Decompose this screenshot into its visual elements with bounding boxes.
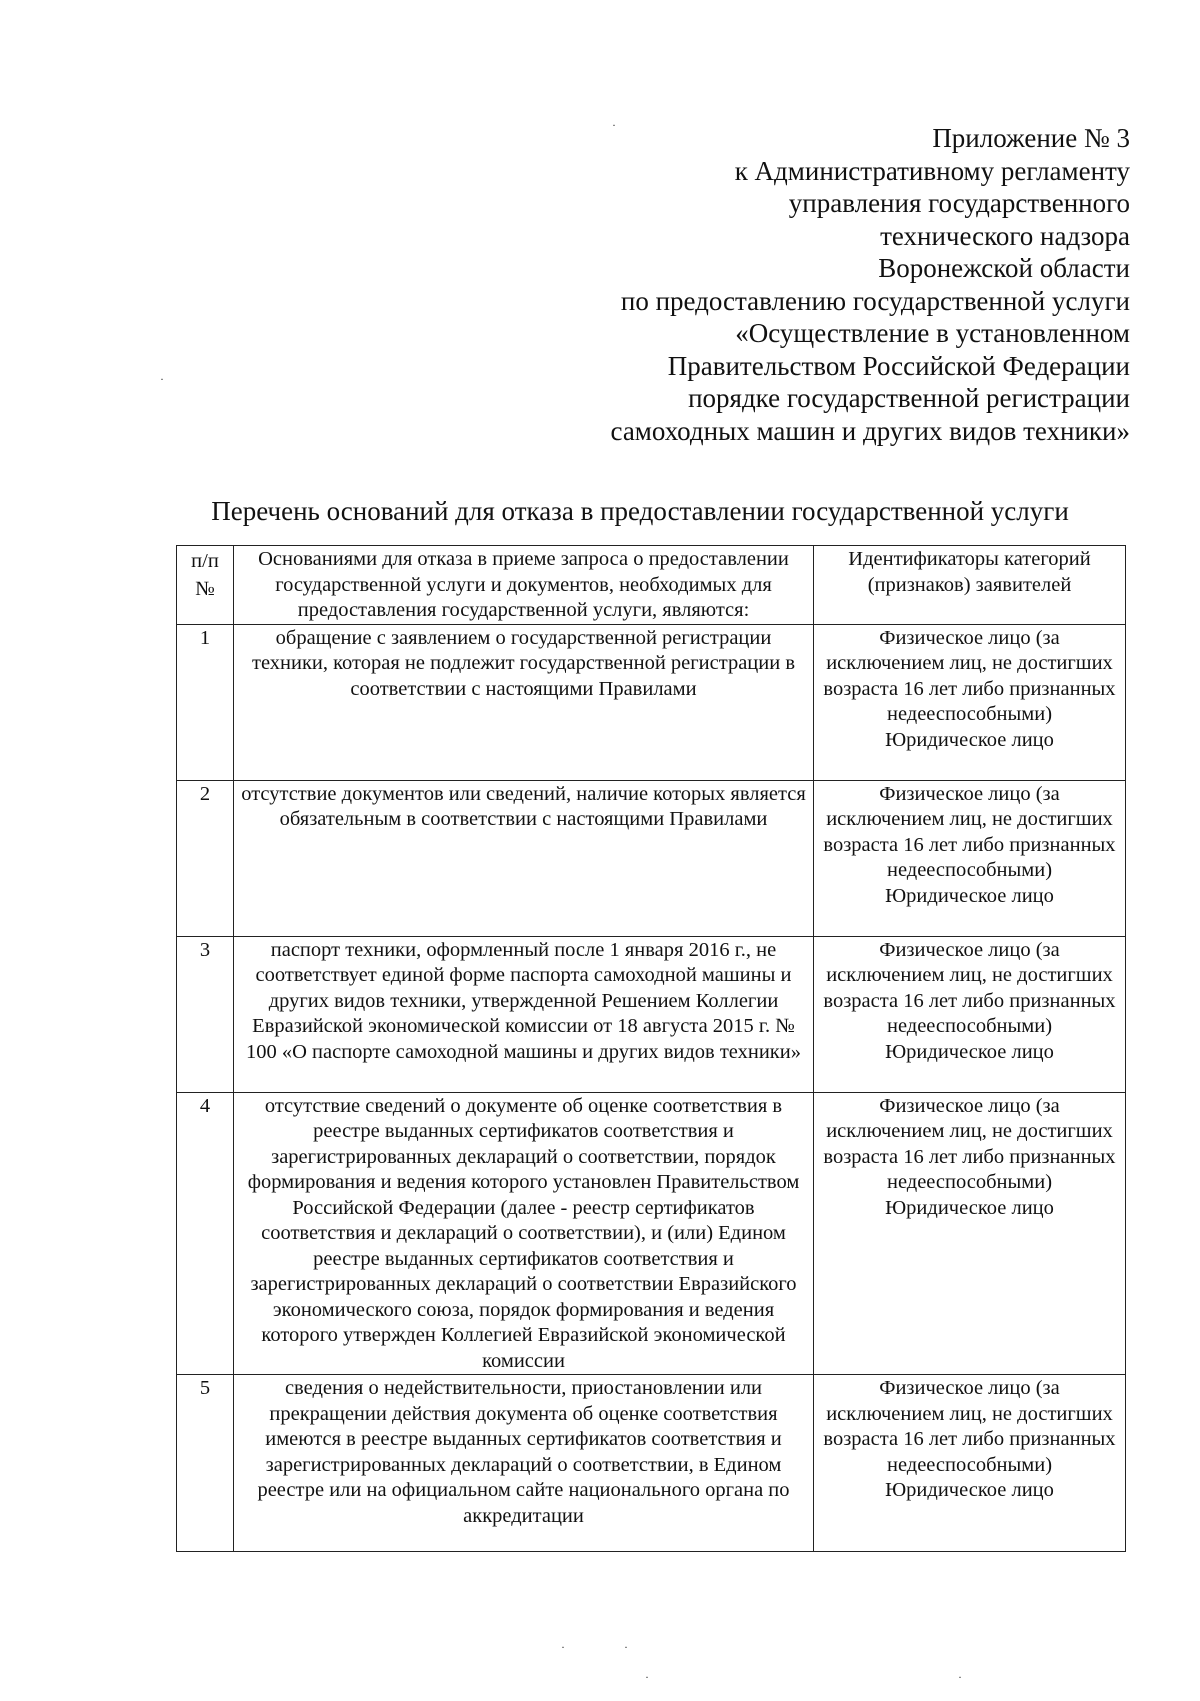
appendix-header-line: технического надзора bbox=[880, 220, 1130, 251]
category-legal: Юридическое лицо bbox=[885, 1479, 1054, 1501]
document-title: Перечень оснований для отказа в предоставлении государственной услуги bbox=[211, 496, 1069, 526]
row-category bbox=[814, 936, 1126, 1092]
row-reason: паспорт техники, оформленный после 1 января 2016 г., не соответствует единой форме паспорта самоходной машины и других видов техники, утвержденной Решением Коллегии Евразийской экономической комиссии от 18 августа 2015 г. № 100 «О паспорте самоходной машины и других видов техники» bbox=[234, 936, 814, 1092]
table-row bbox=[177, 624, 1126, 780]
row-reason: отсутствие сведений о документе об оценке соответствия в реестре выданных сертификатов соответствия и зарегистрированных деклараций о соответствии, порядок формирования и ведения которого установлен Правительством Российской Федерации (далее - реестр сертификатов соответствия и деклараций о соответствии), и (или) Едином реестре выданных сертификатов соответствия и зарегистрированных деклараций о соответствии Евразийского экономического союза, порядок формирования и ведения которого утвержден Коллегией Евразийской экономической комиссии bbox=[234, 1092, 814, 1375]
category-individual: Физическое лицо (за исключением лиц, не достигших возраста 16 лет либо признанных недееспособными) bbox=[823, 1094, 1116, 1193]
row-number: 5 bbox=[177, 1375, 234, 1552]
scan-speck: · bbox=[624, 1640, 628, 1654]
row-reason: отсутствие документов или сведений, наличие которых является обязательным в соответствии с настоящими Правилами bbox=[234, 780, 814, 936]
grounds-table bbox=[176, 545, 1126, 1552]
appendix-header-line: Воронежской области bbox=[878, 253, 1130, 283]
category-legal: Юридическое лицо bbox=[885, 884, 1054, 907]
table-row bbox=[177, 1375, 1126, 1552]
category-individual: Физическое лицо (за исключением лиц, не достигших возраста 16 лет либо признанных недееспособными) bbox=[823, 626, 1116, 725]
column-header-reason: Основаниями для отказа в приеме запроса о предоставлении государственной услуги и документов, необходимых для предоставления государственной услуги, являются: bbox=[234, 546, 814, 625]
row-category bbox=[814, 1092, 1126, 1375]
category-legal: Юридическое лицо bbox=[885, 728, 1054, 751]
table-row bbox=[177, 780, 1126, 936]
row-reason: сведения о недействительности, приостановлении или прекращении действия документа об оценке соответствия имеются в реестре выданных сертификатов соответствия и зарегистрированных деклараций о соответствии, в Едином реестре или на официальном сайте национального органа по аккредитации bbox=[234, 1375, 814, 1552]
appendix-header-line: Приложение № 3 bbox=[932, 123, 1130, 153]
appendix-header bbox=[410, 122, 1130, 447]
category-individual: Физическое лицо (за исключением лиц, не достигших возраста 16 лет либо признанных недееспособными) bbox=[823, 782, 1116, 881]
scan-speck: · bbox=[645, 1670, 649, 1684]
row-number: 2 bbox=[177, 780, 234, 936]
appendix-header-line: «Осуществление в установленном bbox=[735, 318, 1130, 348]
table-row bbox=[177, 936, 1126, 1092]
row-category bbox=[814, 624, 1126, 780]
scan-speck: · bbox=[612, 118, 616, 132]
row-reason: обращение с заявлением о государственной регистрации техники, которая не подлежит государственной регистрации в соответствии с настоящими Правилами bbox=[234, 624, 814, 780]
appendix-header-line: по предоставлению государственной услуги bbox=[620, 285, 1130, 316]
appendix-header-line: самоходных машин и других видов техники» bbox=[610, 415, 1130, 446]
appendix-header-line: порядке государственной регистрации bbox=[688, 383, 1130, 413]
scan-speck: · bbox=[561, 1640, 565, 1654]
appendix-header-line: к Административному регламенту bbox=[734, 155, 1130, 186]
category-legal: Юридическое лицо bbox=[885, 1040, 1054, 1063]
row-number: 1 bbox=[177, 624, 234, 780]
column-header-category: Идентификаторы категорий (признаков) заявителей bbox=[814, 546, 1126, 625]
row-number: 4 bbox=[177, 1092, 234, 1375]
row-category bbox=[814, 1375, 1126, 1552]
table-header-row bbox=[177, 546, 1126, 625]
row-category bbox=[814, 780, 1126, 936]
table-row bbox=[177, 1092, 1126, 1375]
column-header-number: п/п № bbox=[177, 546, 234, 625]
scan-speck: · bbox=[958, 1670, 962, 1684]
category-individual: Физическое лицо (за исключением лиц, не достигших возраста 16 лет либо признанных недееспособными) bbox=[823, 938, 1116, 1037]
category-legal: Юридическое лицо bbox=[885, 1196, 1054, 1219]
appendix-header-line: Правительством Российской Федерации bbox=[667, 350, 1130, 381]
scan-speck: · bbox=[160, 372, 164, 386]
row-number: 3 bbox=[177, 936, 234, 1092]
appendix-header-line: управления государственного bbox=[788, 188, 1130, 218]
category-individual: Физическое лицо (за исключением лиц, не достигших возраста 16 лет либо признанных недееспособными) bbox=[823, 1377, 1116, 1476]
